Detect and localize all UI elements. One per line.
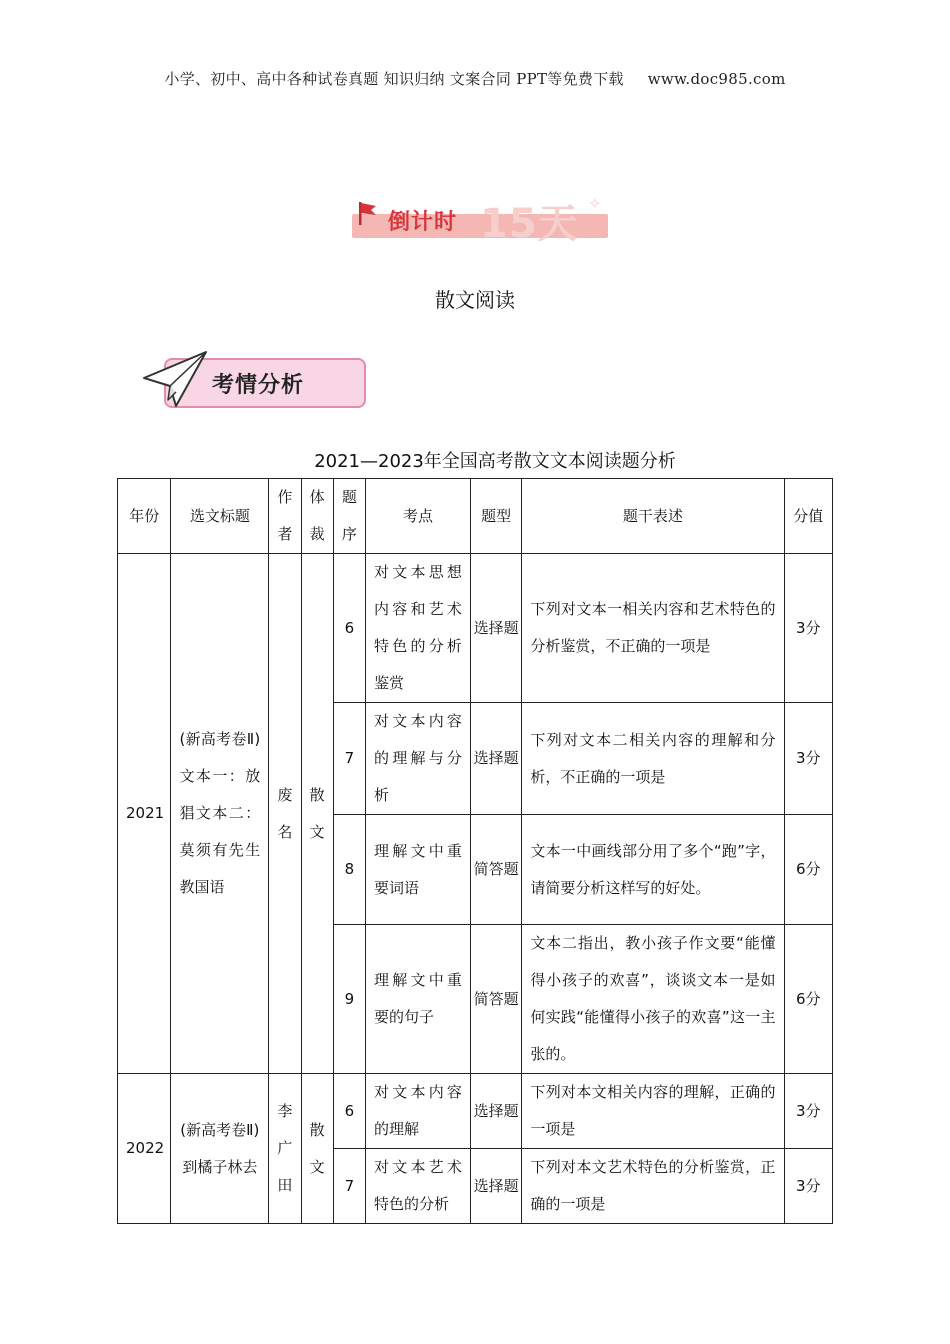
paper-plane-icon: [140, 350, 210, 412]
header-score: 分值: [784, 479, 832, 554]
cell-type: 选择题: [470, 1149, 521, 1224]
sparkle-icon: ✧: [588, 194, 602, 213]
header-stem: 题干表述: [522, 479, 784, 554]
cell-title: (新高考卷Ⅱ)文本一：放猖文本二：莫须有先生教国语: [171, 554, 269, 1074]
header-url[interactable]: www.doc985.com: [647, 70, 786, 88]
cell-year: 2022: [118, 1074, 171, 1224]
cell-score: 3分: [784, 1149, 832, 1224]
cell-point: 理解文中重要的句子: [366, 925, 471, 1074]
cell-type: 选择题: [470, 703, 521, 815]
header-year: 年份: [118, 479, 171, 554]
cell-type: 简答题: [470, 925, 521, 1074]
section-label: 考情分析: [212, 373, 305, 398]
cell-year: 2021: [118, 554, 171, 1074]
cell-point: 对文本内容的理解: [366, 1074, 471, 1149]
cell-genre: 散文: [301, 554, 333, 1074]
cell-stem: 下列对本文艺术特色的分析鉴赏，正确的一项是: [522, 1149, 784, 1224]
cell-point: 对文本艺术特色的分析: [366, 1149, 471, 1224]
cell-type: 选择题: [470, 554, 521, 703]
section-heading: [140, 350, 372, 412]
cell-stem: 文本一中画线部分用了多个“跑”字，请简要分析这样写的好处。: [522, 815, 784, 925]
flag-icon: [356, 200, 378, 226]
cell-score: 6分: [784, 815, 832, 925]
cell-type: 简答题: [470, 815, 521, 925]
table-row: [118, 554, 833, 703]
cell-stem: 下列对文本一相关内容和艺术特色的分析鉴赏，不正确的一项是: [522, 554, 784, 703]
cell-order: 7: [333, 703, 365, 815]
header-author: 作者: [269, 479, 301, 554]
cell-order: 9: [333, 925, 365, 1074]
header-type: 题型: [470, 479, 521, 554]
cell-author: 李广田: [269, 1074, 301, 1224]
cell-stem: 文本二指出，教小孩子作文要“能懂得小孩子的欢喜”，谈谈文本一是如何实践“能懂得小孩子的欢喜”这一主张的。: [522, 925, 784, 1074]
page-header: [0, 68, 950, 89]
table-header-row: [118, 479, 833, 554]
analysis-table: [117, 478, 833, 1224]
cell-point: 理解文中重要词语: [366, 815, 471, 925]
cell-title: (新高考卷Ⅱ)到橘子林去: [171, 1074, 269, 1224]
page-title: 散文阅读: [435, 288, 515, 312]
cell-order: 6: [333, 554, 365, 703]
table-title: 2021—2023年全国高考散文文本阅读题分析: [314, 451, 676, 472]
cell-score: 3分: [784, 554, 832, 703]
cell-order: 7: [333, 1149, 365, 1224]
header-point: 考点: [366, 479, 471, 554]
header-text: 小学、初中、高中各种试卷真题 知识归纳 文案合同 PPT等免费下载: [164, 70, 624, 88]
cell-genre: 散文: [301, 1074, 333, 1224]
cell-point: 对文本内容的理解与分析: [366, 703, 471, 815]
cell-score: 3分: [784, 1074, 832, 1149]
countdown-banner: [348, 190, 618, 248]
cell-order: 8: [333, 815, 365, 925]
cell-score: 3分: [784, 703, 832, 815]
header-order: 题序: [333, 479, 365, 554]
cell-stem: 下列对本文相关内容的理解，正确的一项是: [522, 1074, 784, 1149]
cell-order: 6: [333, 1074, 365, 1149]
cell-author: 废名: [269, 554, 301, 1074]
cell-point: 对文本思想内容和艺术特色的分析鉴赏: [366, 554, 471, 703]
cell-stem: 下列对文本二相关内容的理解和分析，不正确的一项是: [522, 703, 784, 815]
cell-type: 选择题: [470, 1074, 521, 1149]
table-row: [118, 1074, 833, 1149]
header-title: 选文标题: [171, 479, 269, 554]
cell-score: 6分: [784, 925, 832, 1074]
header-genre: 体裁: [301, 479, 333, 554]
banner-label: 倒计时: [388, 210, 458, 235]
banner-number: 15天: [480, 201, 579, 247]
